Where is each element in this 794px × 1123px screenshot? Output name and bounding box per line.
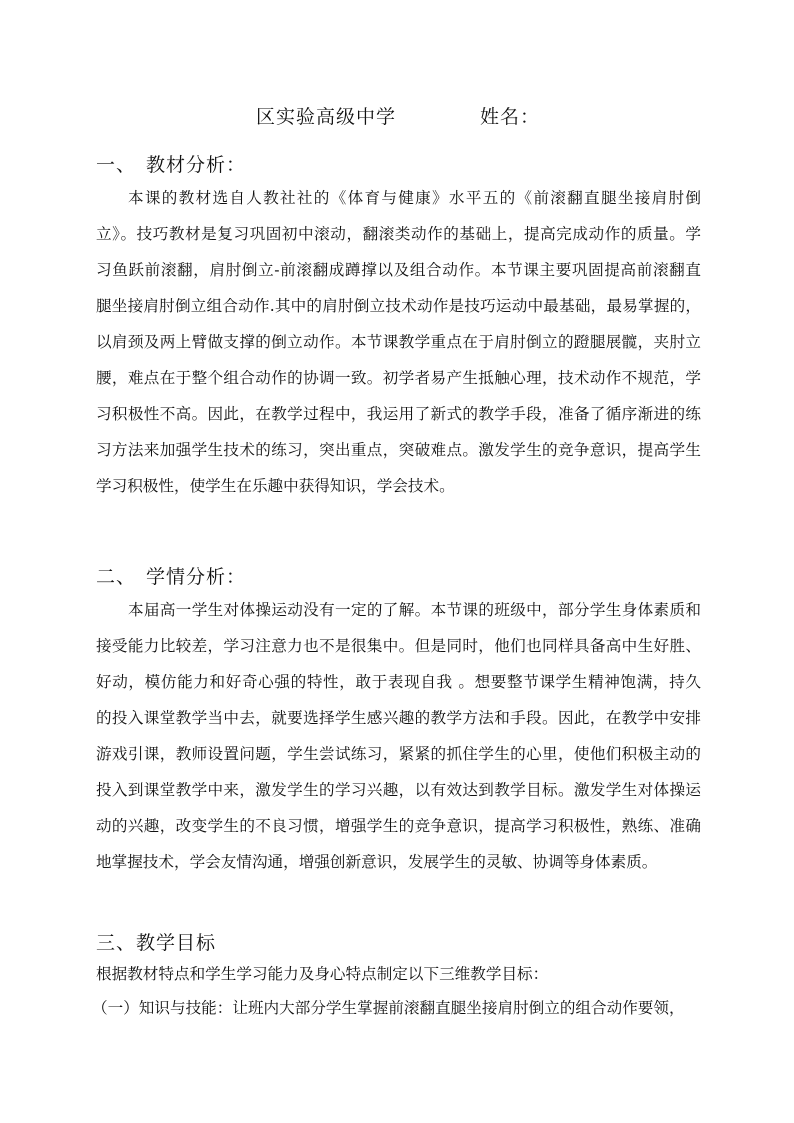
section-heading-textbook-analysis (96, 150, 246, 177)
text-line: 好动，模仿能力和好奇心强的特性，敢于表现自我 。想要整节课学生精神饱满，持久 (96, 673, 701, 691)
section-number: 二、 (96, 566, 137, 588)
document-header (0, 102, 794, 132)
text-line: 本届高一学生对体操运动没有一定的了解。本节课的班级中，部分学生身体素质和 (128, 601, 701, 619)
text-line: 投入到课堂教学中来，激发学生的学习兴趣，以有效达到教学目标。激发学生对体操运 (96, 781, 701, 799)
paragraph-student-analysis (96, 592, 701, 880)
text-line: 习方法来加强学生技术的练习，突出重点，突破难点。激发学生的竞争意识，提高学生 (96, 441, 701, 459)
name-label: 姓名： (480, 106, 541, 128)
text-line: 动的兴趣，改变学生的不良习惯，增强学生的竞争意识，提高学习积极性，熟练、准确 (96, 817, 701, 835)
section-title: 学情分析： (146, 566, 247, 588)
teaching-goals-intro: 根据教材特点和学生学习能力及身心特点制定以下三维教学目标： (96, 965, 549, 983)
goal-item-knowledge-skills: （一）知识与技能：让班内大部分学生掌握前滚翻直腿坐接肩肘倒立的组合动作要领， (92, 999, 685, 1017)
school-name: 区实验高级中学 (256, 106, 397, 128)
paragraph-textbook-analysis (96, 180, 701, 504)
text-line: 的投入课堂教学当中去，就要选择学生感兴趣的教学方法和手段。因此，在教学中安排 (96, 709, 701, 727)
text-line: 腰，难点在于整个组合动作的协调一致。初学者易产生抵触心理，技术动作不规范，学 (96, 369, 701, 387)
text-line: 腿坐接肩肘倒立组合动作.其中的肩肘倒立技术动作是技巧运动中最基础，最易掌握的， (96, 297, 701, 315)
text-line: 接受能力比较差，学习注意力也不是很集中。但是同时，他们也同样具备高中生好胜、 (96, 637, 701, 655)
section-number: 一、 (96, 154, 137, 176)
text-line: 学习积极性，使学生在乐趣中获得知识，学会技术。 (96, 477, 455, 495)
section-title: 教材分析： (146, 154, 247, 176)
section-heading-teaching-goals: 三、教学目标 (96, 932, 217, 954)
text-line: 习鱼跃前滚翻，肩肘倒立-前滚翻成蹲撑以及组合动作。本节课主要巩固提高前滚翻直 (96, 261, 701, 279)
text-line: 以肩颈及两上臂做支撑的倒立动作。本节课教学重点在于肩肘倒立的蹬腿展髋，夹肘立 (96, 333, 701, 351)
text-line: 习积极性不高。因此，在教学过程中，我运用了新式的教学手段，准备了循序渐进的练 (96, 405, 701, 423)
text-line: 立》。技巧教材是复习巩固初中滚动，翻滚类动作的基础上，提高完成动作的质量。学 (96, 225, 701, 243)
section-heading-student-analysis (96, 562, 246, 589)
text-line: 地掌握技术，学会友情沟通，增强创新意识，发展学生的灵敏、协调等身体素质。 (96, 853, 658, 871)
text-line: 本课的教材选自人教社社的《体育与健康》水平五的《前滚翻直腿坐接肩肘倒 (128, 189, 701, 207)
text-line: 游戏引课，教师设置问题，学生尝试练习，紧紧的抓住学生的心里，使他们积极主动的 (96, 745, 701, 763)
